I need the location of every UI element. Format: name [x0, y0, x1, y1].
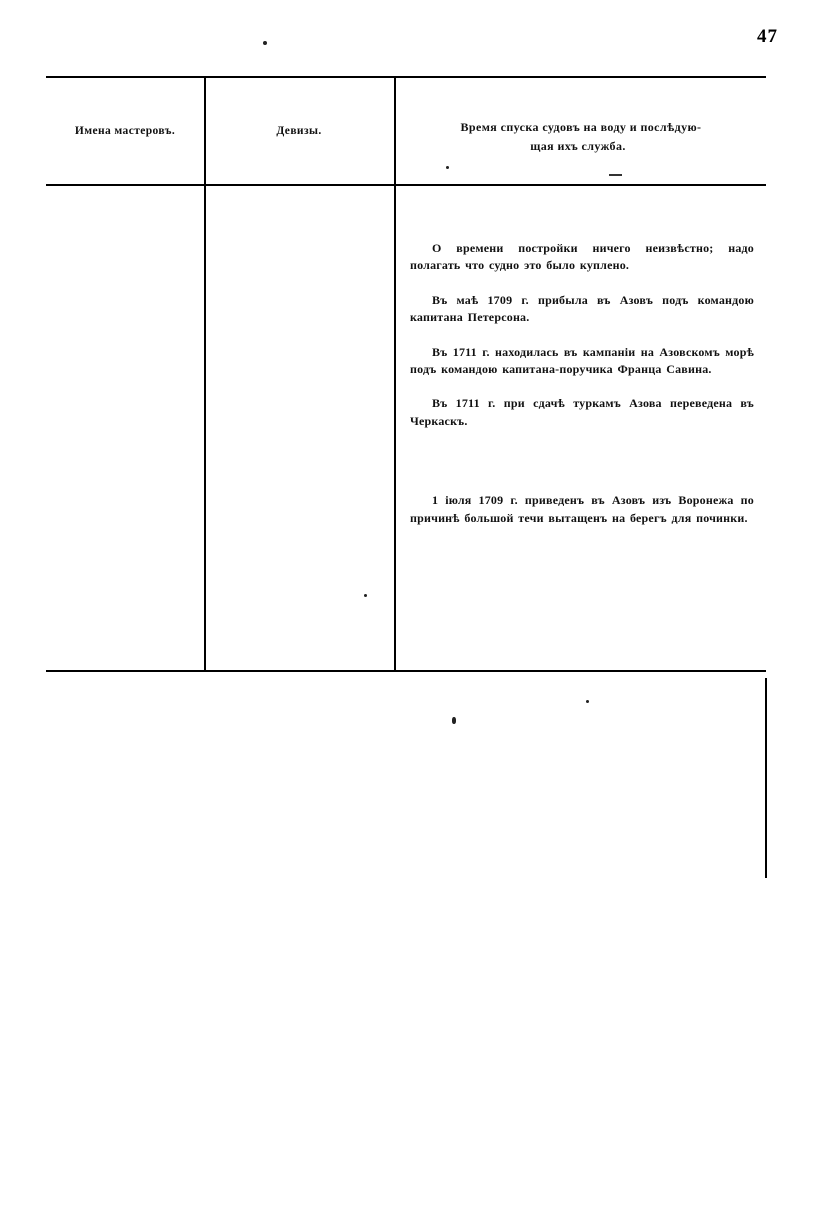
- column-header-devices: Девизы.: [276, 125, 322, 137]
- cell-service: [394, 186, 766, 670]
- service-paragraph: Въ 1711 г. находилась въ кампаніи на Азовскомъ морѣ подъ командою капитана-поручика Франца Савина.: [410, 344, 754, 376]
- cell-masters: [46, 186, 204, 670]
- page-number: 47: [757, 26, 778, 47]
- service-paragraph: 1 іюля 1709 г. приведенъ въ Азовъ изъ Воронежа по причинѣ большой течи вытащенъ на берегъ для починки.: [410, 493, 754, 525]
- column-header-service-line2: щая ихъ служба.: [530, 138, 626, 153]
- service-paragraph: Въ 1711 г. при сдачѣ туркамъ Азова переведена въ Черкаскъ.: [410, 396, 754, 428]
- table-header-row: [46, 78, 766, 184]
- column-header-service-line1: Время спуска судовъ на воду и послѣдую-: [460, 120, 702, 134]
- column-header-service: [394, 78, 766, 184]
- column-header-masters: Имена мастеровъ.: [74, 125, 176, 137]
- ship-register-table: [46, 76, 766, 672]
- header-dash-mark: [609, 174, 622, 176]
- table-bottom-rule: [46, 670, 766, 672]
- ink-speck: [452, 717, 456, 724]
- ink-speck: [263, 41, 267, 45]
- service-paragraph: Въ маѣ 1709 г. прибыла въ Азовъ подъ командою капитана Петерсона.: [410, 292, 754, 325]
- cell-devices: [204, 186, 394, 670]
- table-row: [46, 186, 766, 670]
- service-paragraph: О времени постройки ничего неизвѣстно; надо полагать что судно это было куплено.: [410, 241, 754, 273]
- trailing-vertical-rule: [765, 678, 767, 878]
- ink-speck: [586, 700, 589, 703]
